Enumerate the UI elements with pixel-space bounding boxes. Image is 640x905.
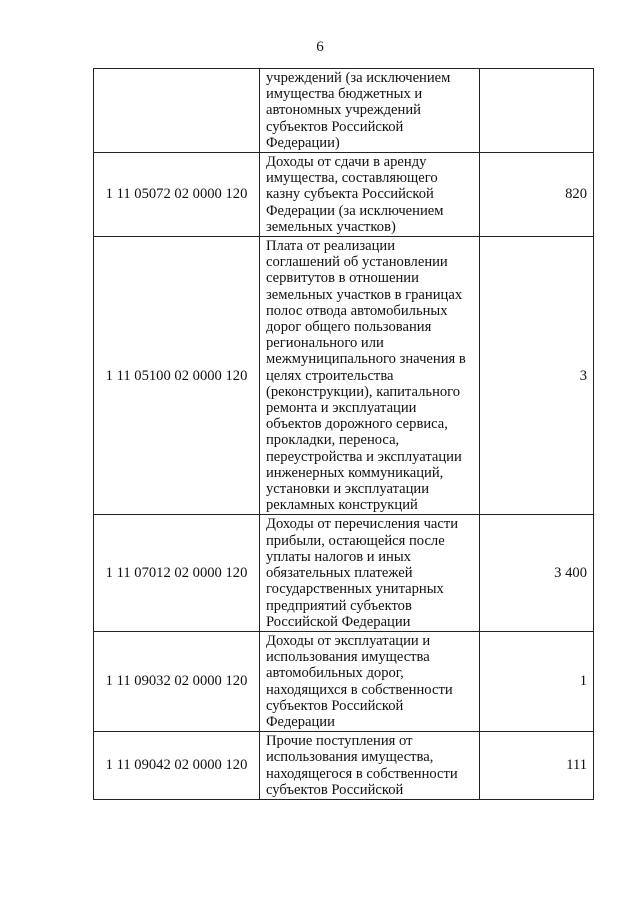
revenue-name [260, 237, 480, 515]
revenue-name-line: рекламных конструкций [266, 497, 418, 514]
revenue-amount: 111 [480, 732, 594, 800]
revenue-code: 1 11 07012 02 0000 120 [94, 515, 260, 631]
revenue-name-line: субъектов Российской [266, 118, 404, 135]
table-row [94, 732, 594, 800]
revenue-name-line: субъектов Российской [266, 697, 404, 714]
revenue-name [260, 515, 480, 631]
revenue-amount: 1 [480, 631, 594, 731]
revenue-name-line: использования имущества [266, 649, 430, 666]
revenue-name-line: Российской Федерации [266, 613, 411, 630]
revenue-name-line: Плата от реализации [266, 238, 396, 255]
table-row [94, 515, 594, 631]
revenue-name-line: Доходы от эксплуатации и [266, 632, 431, 649]
revenue-name-line: использования имущества, [266, 749, 434, 766]
revenue-code: 1 11 05072 02 0000 120 [94, 153, 260, 237]
revenue-table [93, 68, 594, 800]
revenue-name-line: дорог общего пользования [266, 319, 432, 336]
revenue-name-line: инженерных коммуникаций, [266, 464, 444, 481]
revenue-name [260, 69, 480, 153]
table-row [94, 153, 594, 237]
revenue-name-line: Доходы от перечисления части [266, 516, 459, 533]
revenue-name-line: уплаты налогов и иных [266, 548, 411, 565]
revenue-code: 1 11 09032 02 0000 120 [94, 631, 260, 731]
table-row [94, 237, 594, 515]
revenue-name-line: автономных учреждений [266, 102, 421, 119]
revenue-name-line: автомобильных дорог, [266, 665, 404, 682]
revenue-name [260, 153, 480, 237]
revenue-name-line: сервитутов в отношении [266, 270, 419, 287]
revenue-name-line: находящихся в собственности [266, 681, 453, 698]
table-row [94, 631, 594, 731]
revenue-name-line: государственных унитарных [266, 581, 444, 598]
revenue-name-line: Прочие поступления от [266, 733, 413, 750]
revenue-name-line: установки и эксплуатации [266, 481, 430, 498]
revenue-name-line: целях строительства [266, 367, 394, 384]
revenue-name-line: учреждений (за исключением [266, 70, 451, 86]
revenue-name-line: предприятий субъектов [266, 597, 412, 614]
revenue-name-line: соглашений об установлении [266, 254, 448, 271]
revenue-name-line: земельных участков в границах [266, 286, 463, 303]
revenue-code: 1 11 05100 02 0000 120 [94, 237, 260, 515]
revenue-code [94, 69, 260, 153]
revenue-name-line: Федерации (за исключением [266, 202, 444, 219]
revenue-amount: 3 400 [480, 515, 594, 631]
revenue-name [260, 631, 480, 731]
revenue-amount: 820 [480, 153, 594, 237]
revenue-name-line: казну субъекта Российской [266, 186, 434, 203]
revenue-name-line: полос отвода автомобильных [266, 302, 448, 319]
revenue-name-line: (реконструкции), капитального [266, 383, 461, 400]
revenue-name [260, 732, 480, 800]
revenue-name-line: имущества бюджетных и [266, 86, 423, 103]
revenue-name-line: земельных участков) [266, 218, 396, 235]
revenue-name-line: прокладки, переноса, [266, 432, 400, 449]
revenue-name-line: находящегося в собственности [266, 765, 458, 782]
revenue-amount [480, 69, 594, 153]
revenue-name-line: субъектов Российской [266, 781, 404, 798]
revenue-name-line: объектов дорожного сервиса, [266, 416, 448, 433]
page-number: 6 [316, 39, 324, 55]
revenue-name-line: межмуниципального значения в [266, 351, 466, 368]
revenue-table-body [94, 69, 594, 800]
revenue-name-line: переустройства и эксплуатации [266, 448, 462, 465]
revenue-name-line: Федерации) [266, 134, 340, 151]
revenue-amount: 3 [480, 237, 594, 515]
revenue-name-line: ремонта и эксплуатации [266, 400, 417, 417]
revenue-name-line: регионального или [266, 335, 384, 352]
revenue-code: 1 11 09042 02 0000 120 [94, 732, 260, 800]
revenue-name-line: Доходы от сдачи в аренду [266, 154, 427, 171]
revenue-name-line: Федерации [266, 713, 335, 730]
revenue-name-line: обязательных платежей [266, 565, 413, 582]
revenue-name-line: прибыли, остающейся после [266, 532, 445, 549]
table-row [94, 69, 594, 153]
revenue-name-line: имущества, составляющего [266, 170, 438, 187]
